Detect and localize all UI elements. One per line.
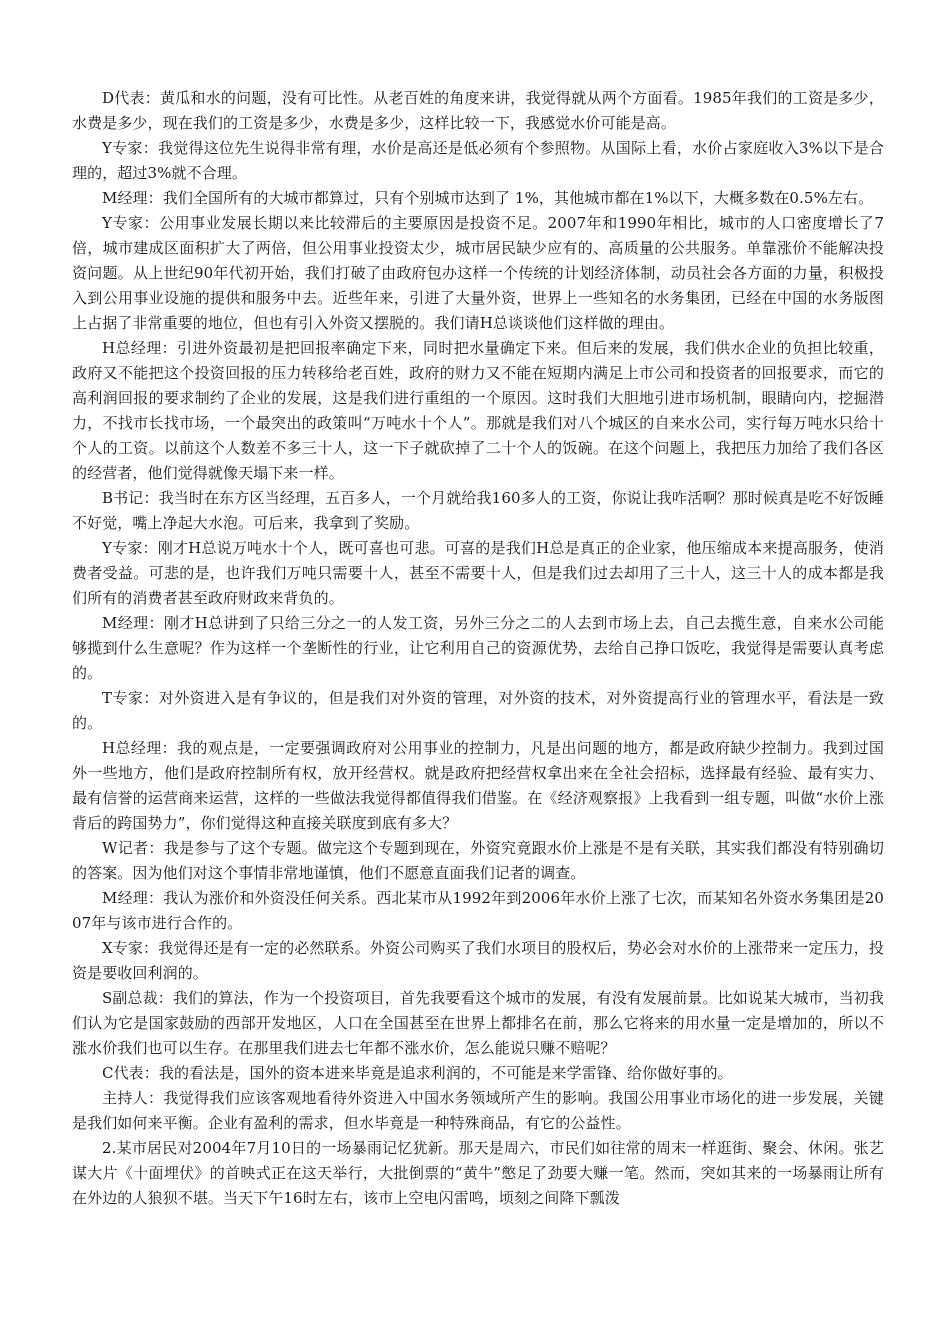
paragraph-w-reporter: W记者：我是参与了这个专题。做完这个专题到现在，外资究竟跟水价上涨是不是有关联，其实我们都没有特别确切的答案。因为他们对这个事情非常地谨慎，他们不愿意直面我们记者的调查。 <box>72 839 884 882</box>
paragraph-m-manager-3: M经理：我认为涨价和外资没任何关系。西北某市从1992年到2006年水价上涨了七次，而某知名外资水务集团是2007年与该市进行合作的。 <box>72 889 884 932</box>
paragraph-h-manager-2: H总经理：我的观点是，一定要强调政府对公用事业的控制力，凡是出问题的地方，都是政府缺少控制力。我到过国外一些地方，他们是政府控制所有权，放开经营权。就是政府把经营权拿出来在全社会招标，选择最有经验、最有实力、最有信誉的运营商来运营，这样的一些做法我觉得都值得我们借鉴。在《经济观察报》上我看到一组专题，叫做“水价上涨背后的跨国势力”，你们觉得这种直接关联度到底有多大？ <box>72 739 884 832</box>
paragraph-y-expert-2: Y专家：公用事业发展长期以来比较滞后的主要原因是投资不足。2007年和1990年相比，城市的人口密度增长了7倍，城市建成区面积扩大了两倍，但公用事业投资太少，城市居民缺少应有的、高质量的公共服务。单靠涨价不能解决投资问题。从上世纪90年代初开始，我们打破了由政府包办这样一个传统的计划经济体制，动员社会各方面的力量，积极投入到公用事业设施的提供和服务中去。近些年来，引进了大量外资，世界上一些知名的水务集团，已经在中国的水务版图上占据了非常重要的地位，但也有引入外资又摆脱的。我们请H总谈谈他们这样做的理由。 <box>72 214 884 332</box>
paragraph-y-expert-1: Y专家：我觉得这位先生说得非常有理，水价是高还是低必须有个参照物。从国际上看，水价占家庭收入3%以下是合理的，超过3%就不合理。 <box>72 139 884 182</box>
paragraph-host: 主持人：我觉得我们应该客观地看待外资进入中国水务领域所产生的影响。我国公用事业市场化的进一步发展，关键是我们如何来平衡。企业有盈利的需求，但水毕竟是一种特殊商品，有它的公益性。 <box>72 1089 884 1132</box>
paragraph-s-vice-president: S副总裁：我们的算法，作为一个投资项目，首先我要看这个城市的发展，有没有发展前景。比如说某大城市，当初我们认为它是国家鼓励的西部开发地区，人口在全国甚至在世界上都排名在前，那么它将来的用水量一定是增加的，所以不涨水价我们也可以生存。在那里我们进去七年都不涨水价，怎么能说只赚不赔呢？ <box>72 989 884 1057</box>
paragraph-c-representative: C代表：我的看法是，国外的资本进来毕竟是追求利润的，不可能是来学雷锋、给你做好事的。 <box>102 1064 733 1082</box>
paragraph-b-secretary: B书记：我当时在东方区当经理，五百多人，一个月就给我160多人的工资，你说让我咋活啊？那时候真是吃不好饭睡不好觉，嘴上净起大水泡。可后来，我拿到了奖励。 <box>72 489 884 532</box>
paragraph-h-manager-1: H总经理：引进外资最初是把回报率确定下来，同时把水量确定下来。但后来的发展，我们供水企业的负担比较重，政府又不能把这个投资回报的压力转移给老百姓，政府的财力又不能在短期内满足上市公司和投资者的回报要求，而它的高利润回报的要求制约了企业的发展，这是我们进行重组的一个原因。这时我们大胆地引进市场机制，眼睛向内，挖掘潜力，不找市长找市场，一个最突出的政策叫“万吨水十个人”。那就是我们对八个城区的自来水公司，实行每万吨水只给十个人的工资。以前这个人数差不多三十人，这一下子就砍掉了二十个人的饭碗。在这个问题上，我把压力加给了我们各区的经营者，他们觉得就像天塌下来一样。 <box>72 339 884 482</box>
paragraph-m-manager-1: M经理：我们全国所有的大城市都算过，只有个别城市达到了 1%，其他城市都在1%以下，大概多数在0.5%左右。 <box>102 189 874 207</box>
paragraph-x-expert: X专家：我觉得还是有一定的必然联系。外资公司购买了我们水项目的股权后，势必会对水价的上涨带来一定压力，投资是要收回利润的。 <box>72 939 884 982</box>
paragraph-material-2: 2.某市居民对2004年7月10日的一场暴雨记忆犹新。那天是周六，市民们如往常的周末一样逛街、聚会、休闲。张艺谋大片《十面埋伏》的首映式正在这天举行，大批倒票的“黄牛”憋足了劲要大赚一笔。然而，突如其来的一场暴雨让所有在外边的人狼狈不堪。当天下午16时左右，该市上空电闪雷鸣，顷刻之间降下瓢泼 <box>72 1139 884 1207</box>
paragraph-m-manager-2: M经理：刚才H总讲到了只给三分之一的人发工资，另外三分之二的人去到市场上去，自己去揽生意，自来水公司能够揽到什么生意呢？作为这样一个垄断性的行业，让它利用自己的资源优势，去给自己挣口饭吃，我觉得是需要认真考虑的。 <box>72 614 884 682</box>
paragraph-y-expert-3: Y专家：刚才H总说万吨水十个人，既可喜也可悲。可喜的是我们H总是真正的企业家，他压缩成本来提高服务，使消费者受益。可悲的是，也许我们万吨只需要十人，甚至不需要十人，但是我们过去却用了三十人，这三十人的成本都是我们所有的消费者甚至政府财政来背负的。 <box>72 539 884 607</box>
paragraph-t-expert: T专家：对外资进入是有争议的，但是我们对外资的管理，对外资的技术，对外资提高行业的管理水平，看法是一致的。 <box>72 689 884 732</box>
paragraph-d-representative: D代表：黄瓜和水的问题，没有可比性。从老百姓的角度来讲，我觉得就从两个方面看。1985年我们的工资是多少，水费是多少，现在我们的工资是多少，水费是多少，这样比较一下，我感觉水价可能是高。 <box>72 89 884 132</box>
